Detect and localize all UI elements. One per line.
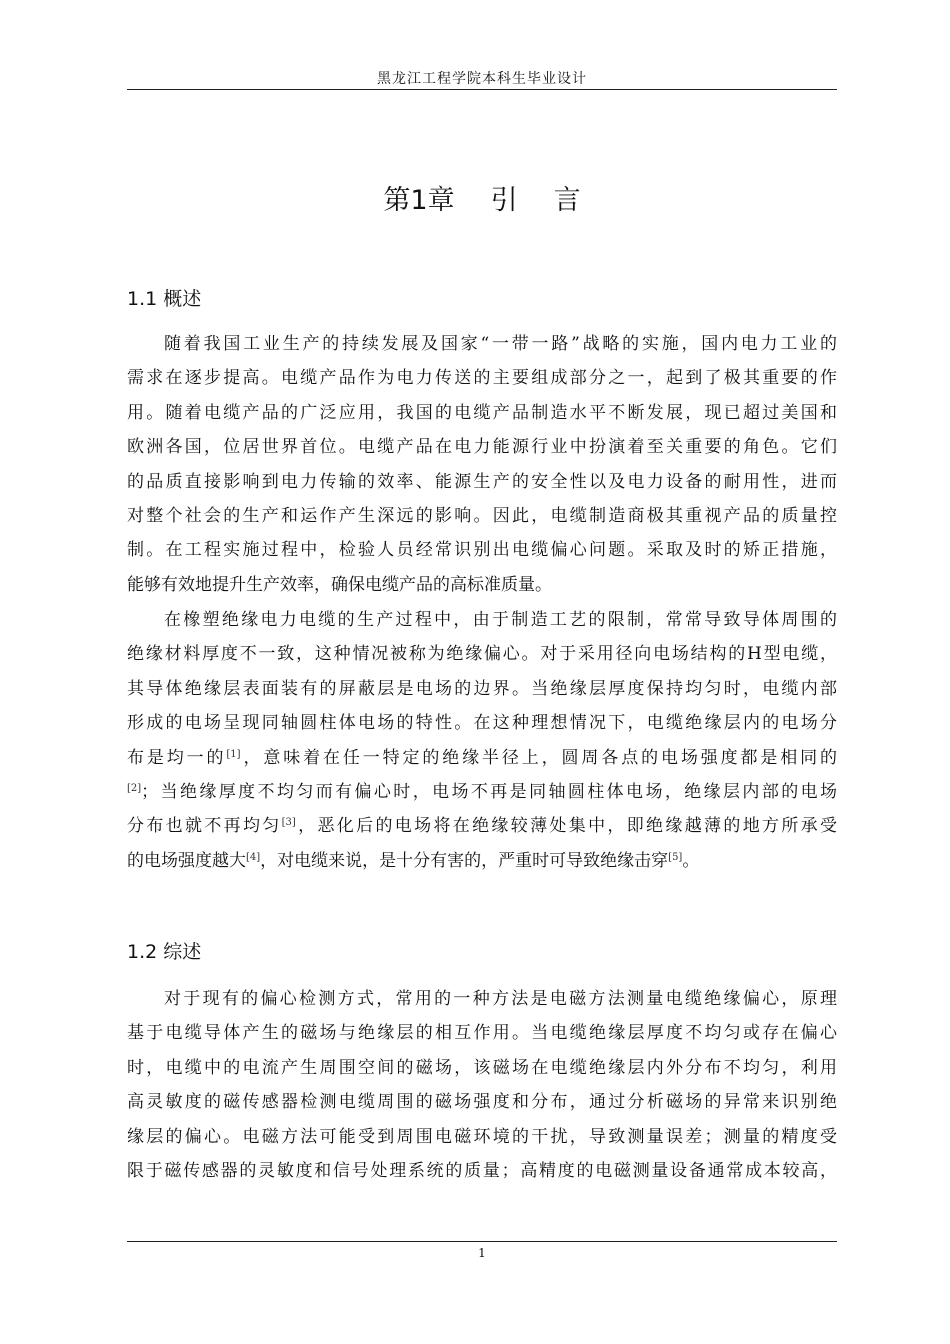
section-heading-1-2: 1.2 综述	[127, 941, 202, 963]
text-run: 布是均一的	[127, 747, 227, 768]
paragraph-line: 其导体绝缘层表面装有的屏蔽层是电场的边界。当绝缘层厚度保持均匀时，电缆内部	[127, 678, 837, 699]
paragraph-line: 制。在工程实施过程中，检验人员经常识别出电缆偏心问题。采取及时的矫正措施，	[127, 540, 837, 561]
paragraph-review-1	[127, 982, 837, 1188]
paragraph-line: 用。随着电缆产品的广泛应用，我国的电缆产品制造水平不断发展，现已超过美国和	[127, 402, 837, 423]
text-run: 。	[682, 850, 700, 871]
chapter-label: 第1章	[383, 185, 455, 216]
paragraph-line: 缘层的偏心。电磁方法可能受到周围电磁环境的干扰，导致测量误差；测量的精度受	[127, 1126, 837, 1147]
paragraph-overview-1	[127, 327, 837, 602]
paragraph-line: 欧洲各国，位居世界首位。电缆产品在电力能源行业中扮演着至关重要的角色。它们	[127, 437, 837, 458]
footer-rule	[127, 1241, 837, 1242]
paragraph-line: 需求在逐步提高。电缆产品作为电力传送的主要组成部分之一，起到了极其重要的作	[127, 368, 837, 389]
paragraph-line: 能够有效地提升生产效率，确保电缆产品的高标准质量。	[127, 574, 552, 595]
paragraph-line	[127, 775, 837, 809]
paragraph-line: 形成的电场呈现同轴圆柱体电场的特性。在这种理想情况下，电缆绝缘层内的电场分	[127, 713, 837, 734]
paragraph-line: 限于磁传感器的灵敏度和信号处理系统的质量；高精度的电磁测量设备通常成本较高，	[127, 1160, 837, 1181]
paragraph-line: 时，电缆中的电流产生周围空间的磁场，该磁场在电缆绝缘层内外分布不均匀，利用	[127, 1057, 837, 1078]
paragraph-line: 基于电缆导体产生的磁场与绝缘层的相互作用。当电缆绝缘层厚度不均匀或存在偏心	[127, 1023, 837, 1044]
paragraph-line	[127, 741, 837, 775]
paragraph-line	[127, 809, 837, 843]
citation-ref: [5]	[668, 851, 683, 863]
chapter-title	[127, 178, 837, 217]
text-run: ，恶化后的电场将在绝缘较薄处集中，即绝缘越薄的地方所承受	[295, 816, 838, 837]
text-run: ，意味着在任一特定的绝缘半径上，圆周各点的电场强度都是相同的	[240, 747, 838, 768]
header-rule	[127, 89, 837, 90]
text-run: 分布也就不再均匀	[127, 816, 282, 837]
citation-ref: [2]	[127, 782, 142, 794]
paragraph-overview-2	[127, 603, 837, 878]
citation-ref: [1]	[226, 748, 241, 760]
page-header: 黑龙江工程学院本科生毕业设计	[377, 71, 587, 87]
text-run: 的电场强度越大	[127, 850, 246, 871]
paragraph-line	[127, 844, 837, 878]
paragraph-line: 随着我国工业生产的持续发展及国家“一带一路”战略的实施，国内电力工业的	[164, 334, 837, 354]
paragraph-line: 的品质直接影响到电力传输的效率、能源生产的安全性以及电力设备的耐用性，进而	[127, 471, 837, 492]
citation-ref: [3]	[281, 817, 296, 829]
page-number: 1	[478, 1246, 486, 1260]
section-heading-1-1: 1.1 概述	[127, 288, 202, 310]
text-run: ，对电缆来说，是十分有害的，严重时可导致绝缘击穿	[260, 850, 669, 871]
citation-ref: [4]	[246, 851, 261, 863]
paragraph-line: 高灵敏度的磁传感器检测电缆周围的磁场强度和分布，通过分析磁场的异常来识别绝	[127, 1092, 837, 1113]
chapter-title-char-2: 言	[553, 185, 581, 216]
text-run: ；当绝缘厚度不均匀而有偏心时，电场不再是同轴圆柱体电场，绝缘层内部的电场	[141, 781, 837, 802]
paragraph-line: 对于现有的偏心检测方式，常用的一种方法是电磁方法测量电缆绝缘偏心，原理	[164, 989, 837, 1009]
paragraph-line: 绝缘材料厚度不一致，这种情况被称为绝缘偏心。对于采用径向电场结构的H型电缆，	[127, 644, 837, 665]
paragraph-line: 对整个社会的生产和运作产生深远的影响。因此，电缆制造商极其重视产品的质量控	[127, 505, 837, 526]
chapter-title-char-1: 引	[490, 185, 518, 216]
paragraph-line: 在橡塑绝缘电力电缆的生产过程中，由于制造工艺的限制，常常导致导体周围的	[164, 610, 837, 630]
